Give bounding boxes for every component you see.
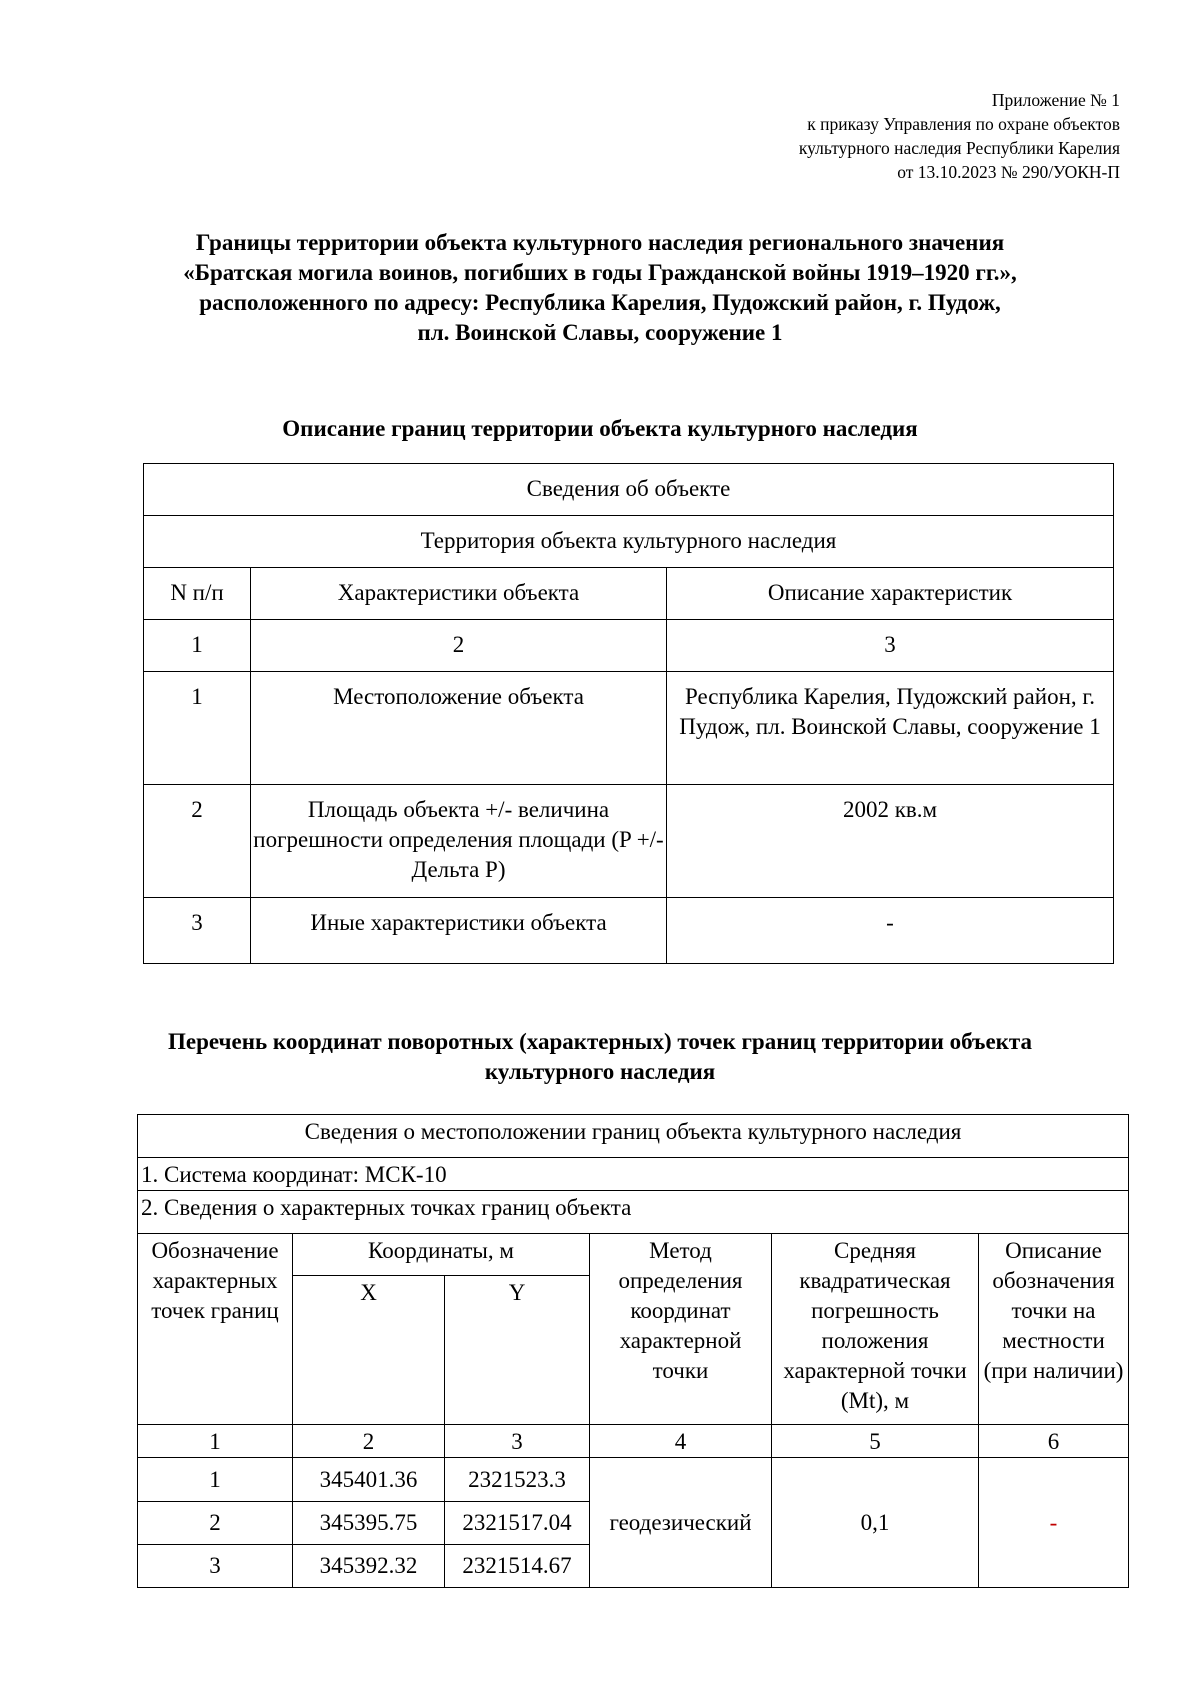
column-header-point: Обозначение характерных точек границ <box>138 1234 293 1425</box>
territory-header: Территория объекта культурного наследия <box>144 516 1114 568</box>
column-header-point-description: Описание обозначения точки на местности (при наличии) <box>979 1234 1129 1425</box>
location-info-header: Сведения о местоположении границ объекта культурного наследия <box>138 1115 1129 1158</box>
order-date-number: от 13.10.2023 № 290/УОКН-П <box>897 162 1120 182</box>
appendix-header <box>799 88 1120 184</box>
error-cell: 0,1 <box>772 1458 979 1588</box>
order-reference: к приказу Управления по охране объектов <box>807 114 1120 134</box>
column-headers-row <box>144 568 1114 620</box>
point-description-cell: - <box>979 1458 1129 1588</box>
table-row: 1 345401.36 2321523.3 геодезический 0,1 - <box>138 1458 1129 1502</box>
section-boundary-description-title: Описание границ территории объекта культурного наследия <box>282 416 918 441</box>
column-header-x: X <box>293 1276 445 1425</box>
agency-name: культурного наследия Республики Карелия <box>798 138 1120 158</box>
object-info-table <box>143 463 1114 964</box>
coordinates-table <box>137 1114 1129 1588</box>
object-info-header: Сведения об объекте <box>144 464 1114 516</box>
method-cell: геодезический <box>590 1458 772 1588</box>
section-coordinates-title: Перечень координат поворотных (характерных) точек границ территории объекта культурного наследия <box>168 1029 1032 1084</box>
table-row: 2 345395.75 2321517.04 <box>138 1502 1129 1545</box>
column-numbering-row: 1 2 3 4 5 6 <box>138 1425 1129 1458</box>
column-header-error: Средняя квадратическая погрешность положения характерной точки (Mt), м <box>772 1234 979 1425</box>
table-row: 3 Иные характеристики объекта - <box>144 898 1114 964</box>
column-header-y: Y <box>445 1276 590 1425</box>
column-header-method: Метод определения координат характерной точки <box>590 1234 772 1425</box>
appendix-number: Приложение № 1 <box>991 90 1120 110</box>
table-row: 3 345392.32 2321514.67 <box>138 1545 1129 1588</box>
document-title: Границы территории объекта культурного наследия регионального значения «Братская могила воинов, погибших в годы Гражданской войны 1919–1920 гг.», расположенного по адресу: Республика Карелия, Пудожский район, г. Пудож, пл. Воинской Славы, сооружение 1 <box>183 230 1017 345</box>
column-numbering-row: 1 2 3 <box>144 620 1114 672</box>
coordinate-system: 1. Система координат: МСК-10 <box>138 1158 1129 1191</box>
column-header-characteristic: Характеристики объекта <box>251 568 667 620</box>
points-info-header: 2. Сведения о характерных точках границ объекта <box>138 1191 1129 1234</box>
column-header-number: N п/п <box>144 568 251 620</box>
table-row: 2 Площадь объекта +/- величина погрешности определения площади (P +/- Дельта P) 2002 кв.м <box>144 785 1114 898</box>
column-header-coordinates: Координаты, м <box>293 1234 590 1276</box>
column-header-description: Описание характеристик <box>667 568 1114 620</box>
table-row: 1 Местоположение объекта Республика Карелия, Пудожский район, г. Пудож, пл. Воинской Славы, сооружение 1 <box>144 672 1114 785</box>
